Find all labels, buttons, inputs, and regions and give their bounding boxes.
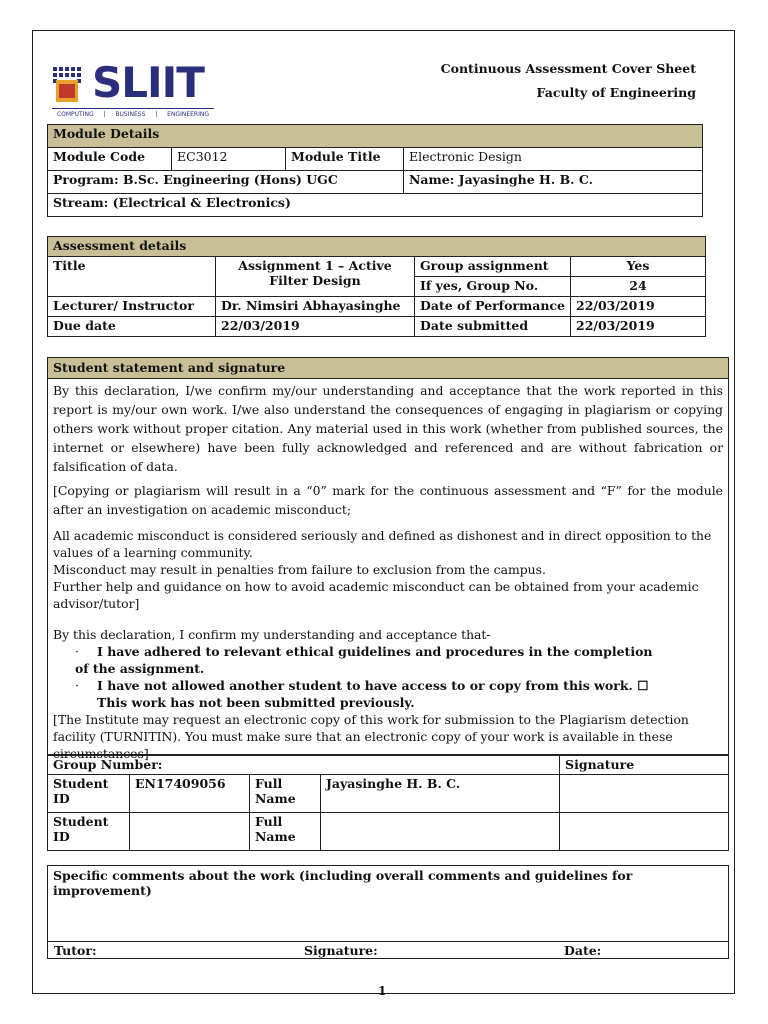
group-number-label: Group Number: [48, 756, 560, 775]
group-assignment-label: Group assignment [415, 257, 571, 277]
student-statement-section [47, 357, 729, 761]
tutor-label: Tutor: [54, 943, 97, 958]
module-title-label: Module Title [286, 148, 404, 171]
full-name-label: Full Name [250, 775, 321, 813]
faculty-name: Faculty of Engineering [536, 85, 696, 100]
date-label: Date: [564, 943, 602, 958]
comments-box [47, 865, 729, 959]
logo-tagline: COMPUTING | BUSINESS | ENGINEERING [52, 108, 214, 118]
module-title-value: Electronic Design [404, 148, 703, 171]
lecturer-label: Lecturer/ Instructor [48, 297, 216, 317]
signature-cell[interactable] [560, 813, 729, 851]
signature-column-label: Signature [560, 756, 729, 775]
sliit-logo [52, 58, 217, 124]
guidance-line: Further help and guidance on how to avoid academic misconduct can be obtained from your academic advisor/tutor] [53, 579, 699, 611]
date-submitted-value: 22/03/2019 [571, 317, 706, 337]
full-name-value[interactable] [321, 813, 560, 851]
performance-date-label: Date of Performance [415, 297, 571, 317]
bullet-icon: · [75, 644, 79, 659]
bullet-icon: · [75, 678, 79, 693]
student-id-label: Student ID [48, 813, 130, 851]
signature-label: Signature: [304, 943, 378, 958]
group-no-value: 24 [571, 277, 706, 297]
assessment-title-label: Title [48, 257, 216, 297]
plagiarism-warning-paragraph: [Copying or plagiarism will result in a “0” mark for the continuous assessment and “F” for the module after an investigation on academic misconduct; [53, 483, 723, 517]
student-id-value[interactable] [130, 813, 250, 851]
module-code-label: Module Code [48, 148, 172, 171]
confirmation-item-ethics: · I have adhered to relevant ethical guidelines and procedures in the completion [75, 644, 653, 659]
assessment-details-table [47, 236, 706, 337]
declaration-paragraph: By this declaration, I/we confirm my/our understanding and acceptance that the work reported in this report is my/our own work. I/we also understand the consequences of engaging in plagiarism or copying others work without proper citation. Any material used in this work (whether from published sources, the internet or elsewhere) have been fully acknowledged and referenced and are without fabrication or falsification of data. [53, 383, 723, 474]
signature-cell[interactable] [560, 775, 729, 813]
student-id-value: EN17409056 [130, 775, 250, 813]
logo-emblem-icon [52, 66, 86, 104]
confirmation-item-not-submitted: This work has not been submitted previously. [97, 695, 415, 710]
confirmation-item-no-copy: · I have not allowed another student to have access to or copy from this work. ☐ [75, 678, 649, 693]
assessment-details-heading: Assessment details [48, 237, 706, 257]
misconduct-paragraph: All academic misconduct is considered seriously and defined as dishonest and in direct opposition to the values of a learning community. [53, 528, 712, 560]
confirmation-list [53, 643, 723, 660]
group-assignment-value: Yes [571, 257, 706, 277]
full-name-label: Full Name [250, 813, 321, 851]
confirmation-item-ethics-continued: of the assignment. [75, 661, 205, 676]
performance-date-value: 22/03/2019 [571, 297, 706, 317]
assessment-title-value: Assignment 1 – Active Filter Design [216, 257, 415, 297]
program-cell: Program: B.Sc. Engineering (Hons) UGC [48, 171, 404, 194]
date-submitted-label: Date submitted [415, 317, 571, 337]
lecturer-value: Dr. Nimsiri Abhayasinghe [216, 297, 415, 317]
group-members-table [47, 755, 729, 851]
full-name-value: Jayasinghe H. B. C. [321, 775, 560, 813]
misconduct-penalty-line: Misconduct may result in penalties from failure to exclusion from the campus. [53, 562, 546, 577]
turnitin-paragraph: [The Institute may request an electronic copy of this work for submission to the Plagiarism detection facility (TURNITIN). You must make sure that an electronic copy of your work is available in these circumstances] [53, 712, 689, 761]
confirmation-intro: By this declaration, I confirm my understanding and acceptance that- [53, 627, 491, 642]
student-id-label: Student ID [48, 775, 130, 813]
student-statement-heading: Student statement and signature [48, 358, 728, 379]
due-date-label: Due date [48, 317, 216, 337]
student-name-cell: Name: Jayasinghe H. B. C. [404, 171, 703, 194]
group-no-label: If yes, Group No. [415, 277, 571, 297]
logo-wordmark: SLIIT [92, 58, 204, 107]
document-title: Continuous Assessment Cover Sheet [440, 61, 696, 76]
module-details-heading: Module Details [48, 125, 703, 148]
module-code-value: EC3012 [172, 148, 286, 171]
due-date-value: 22/03/2019 [216, 317, 415, 337]
comments-footer [48, 941, 728, 958]
page-number: 1 [378, 984, 387, 998]
comments-heading: Specific comments about the work (including overall comments and guidelines for improvement) [53, 868, 633, 898]
module-details-table [47, 124, 703, 217]
stream-cell: Stream: (Electrical & Electronics) [48, 194, 703, 217]
